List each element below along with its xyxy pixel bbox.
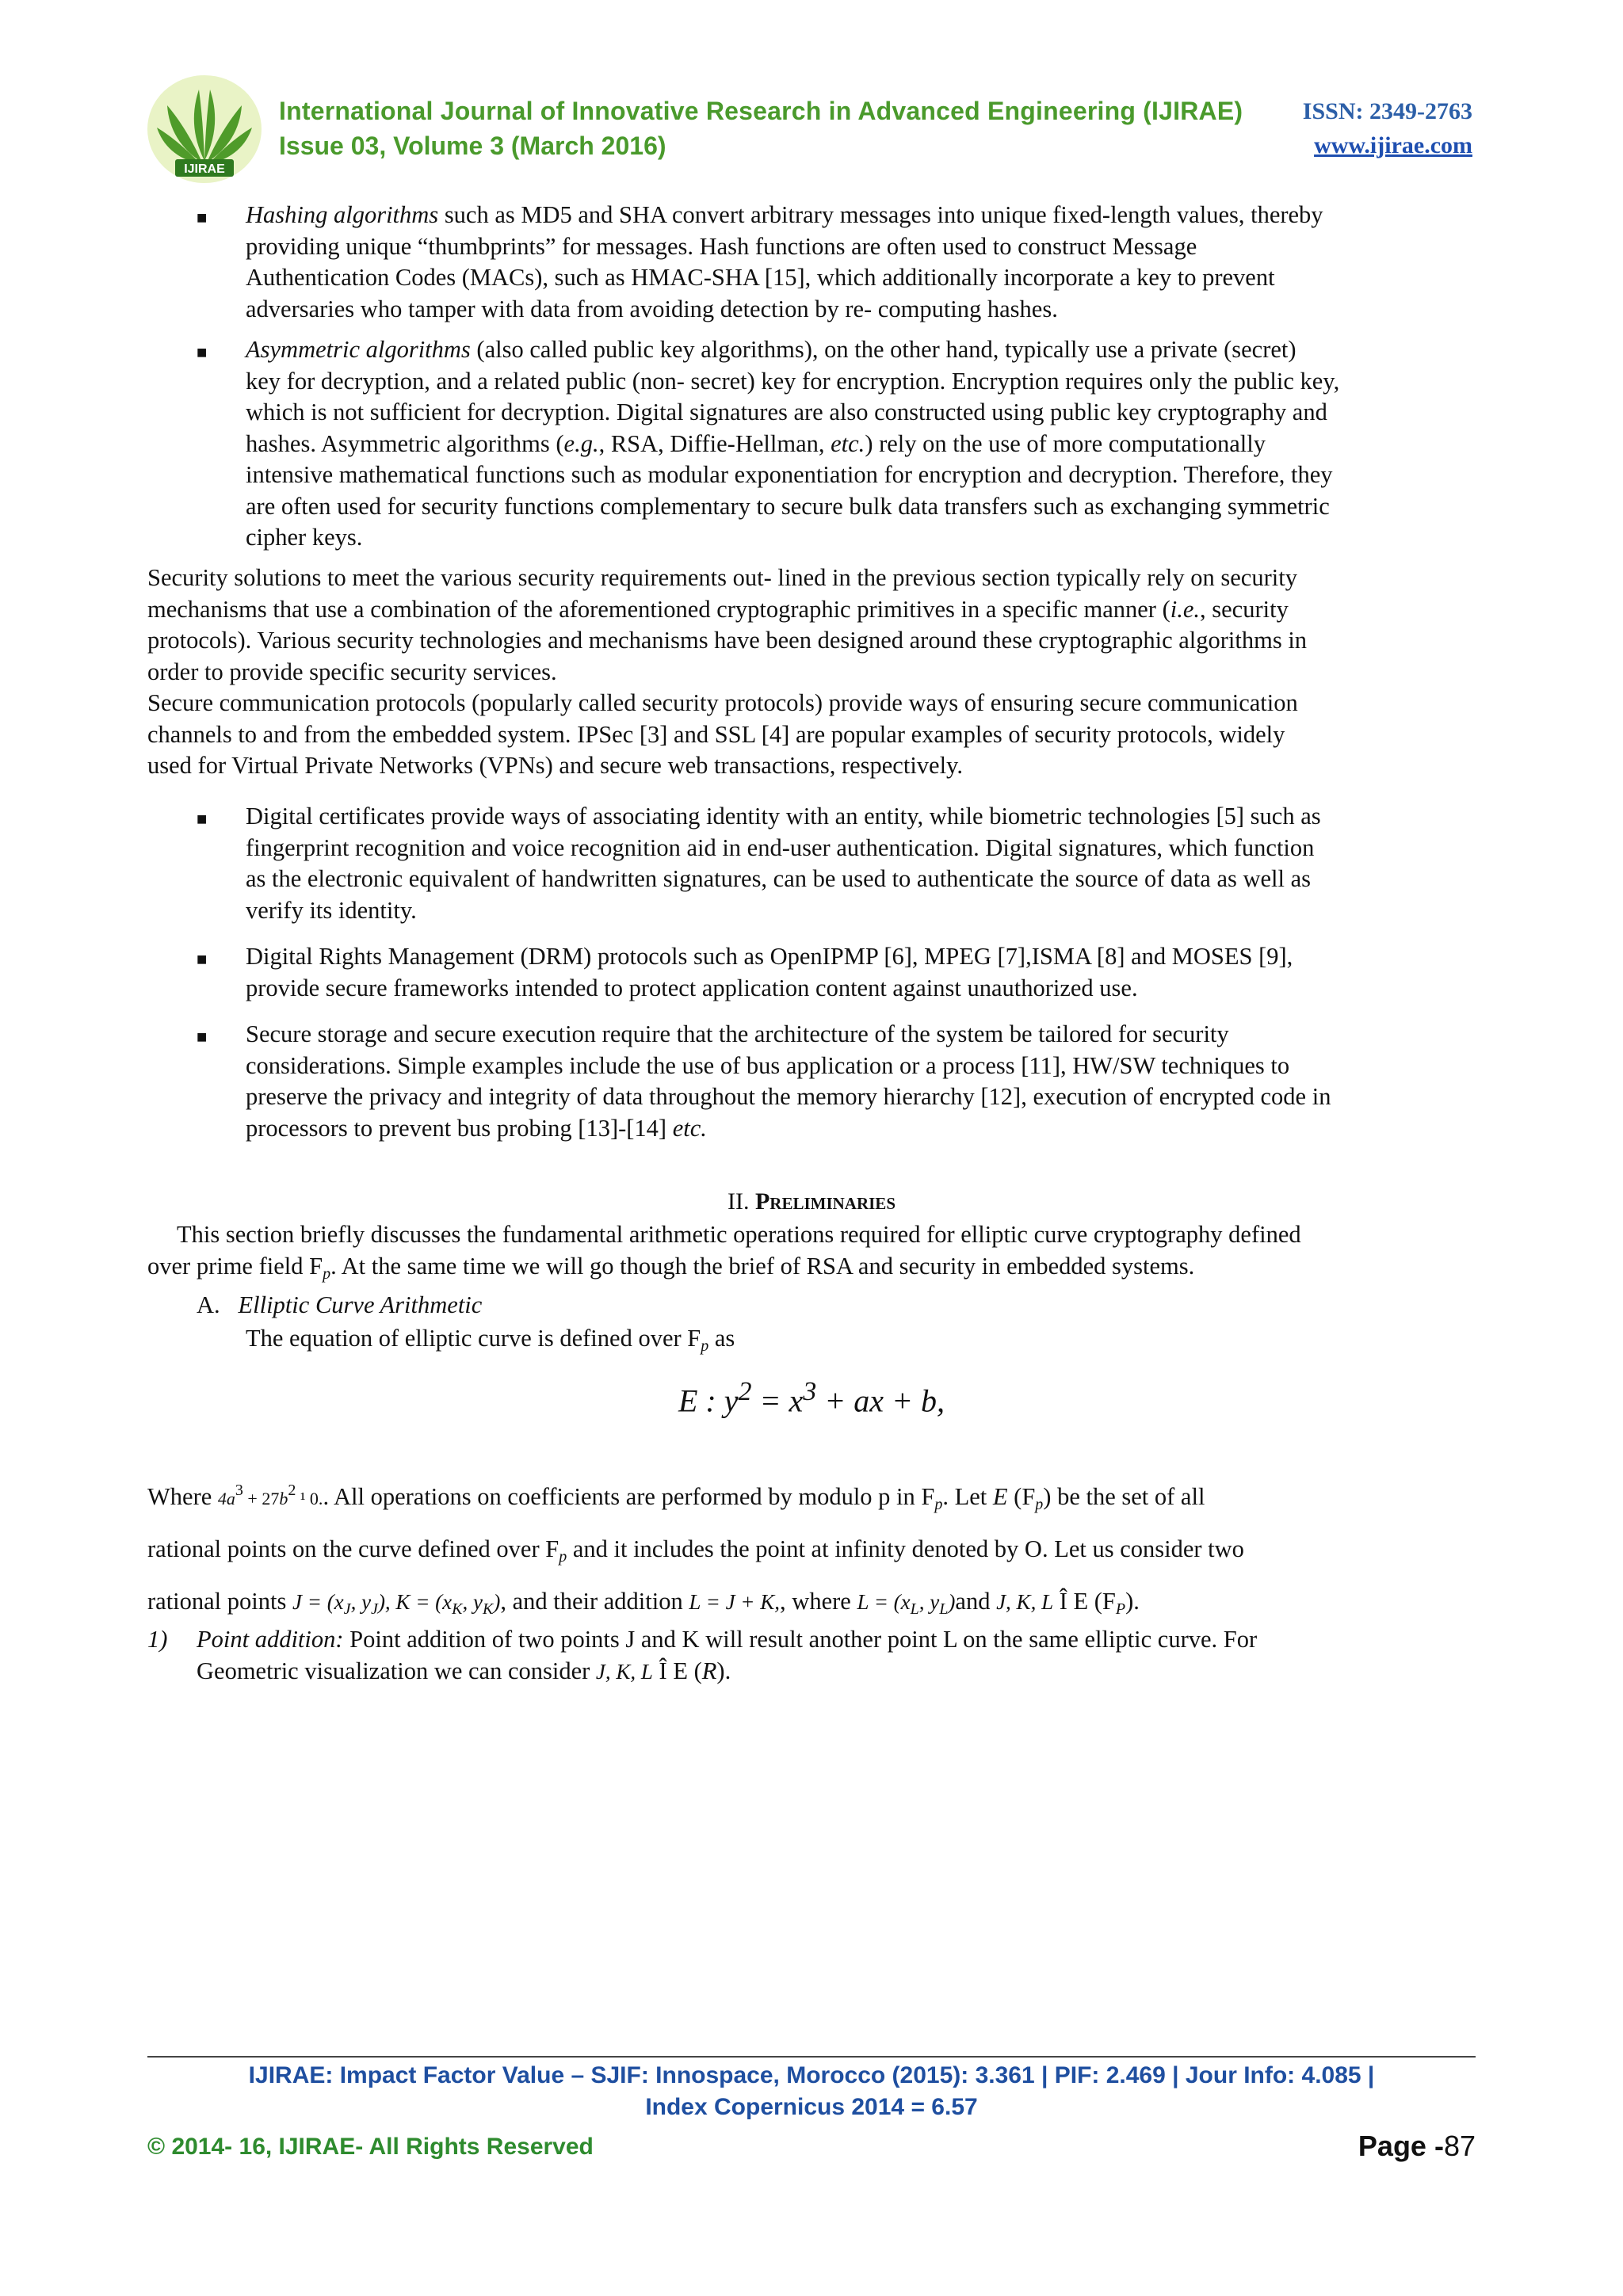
point-addition-number: 1) [147, 1626, 168, 1653]
website-link[interactable]: www.ijirae.com [1314, 132, 1472, 158]
logo-text: IJIRAE [184, 162, 225, 176]
page-number: Page -87 [1358, 2130, 1476, 2162]
paragraph-where: Where $4a^3 + 27b^2$ ¹ 0.. All operations on coefficients are performed by modulo p in $F_p$. Let E $(F_p)$ be the set of all rational points on the curve defined over $F_p$ and it includes the point at infinity denoted by O. Let us consider two rational points $J = (x_J$, $y_J$), $K = (x_K$, $y_K$), and their addition L = J + K,, where $L = (x_L$, $y_L)and$ J, K, L Î E $(F_P)$. [147, 1482, 1244, 1618]
section-intro-line2: over prime field $F_p$. At the same time we will go though the brief of RSA and security in embedded systems. [147, 1253, 1195, 1283]
bullet-marker: ■ [197, 809, 208, 829]
copyright: © 2014- 16, IJIRAE- All Rights Reserved [147, 2134, 594, 2160]
bullet-hashing: Hashing algorithms such as MD5 and SHA convert arbitrary messages into unique fixed-length values, thereby providing unique “thumbprints” for messages. Hash functions are often used to construct Message Authentication Codes (MACs), such as HMAC-SHA [15], which additionally incorporate a key to prevent adversaries who tamper with data from avoiding detection by re- computing hashes. [246, 201, 1323, 322]
section-heading: II. Preliminaries [727, 1188, 896, 1215]
bullet-marker: ■ [197, 1027, 208, 1047]
bullet-drm: Digital Rights Management (DRM) protocols such as OpenIPMP [6], MPEG [7],ISMA [8] and MOSES [9], provide secure frameworks intended to protect application content against unauthorized use. [246, 943, 1293, 1001]
bullet-marker: ■ [197, 208, 208, 227]
term-hashing: Hashing algorithms [246, 201, 439, 228]
footer-divider [147, 2056, 1476, 2058]
subsection-heading: A. Elliptic Curve Arithmetic [197, 1291, 483, 1318]
paragraph-security-solutions: Security solutions to meet the various security requirements out- lined in the previous section typically rely on security mechanisms that use a combination of the aforementioned cryptographic primitives in a specific manner (i.e., security protocols). Various security technologies and mechanisms have been designed around these cryptographic algorithms in order to provide specific security services. [147, 564, 1308, 685]
footer-index-copernicus: Index Copernicus 2014 = 6.57 [645, 2094, 978, 2120]
footer-impact-factor: IJIRAE: Impact Factor Value – SJIF: Innospace, Morocco (2015): 3.361 | PIF: 2.469 | Jour Info: 4.085 | [248, 2062, 1375, 2088]
journal-issue: Issue 03, Volume 3 (March 2016) [279, 132, 666, 160]
bullet-asymmetric: Asymmetric algorithms (also called public key algorithms), on the other hand, typically use a private (secret) key for decryption, and a related public (non- secret) key for encryption. Encryption requires only the public key, which is not sufficient for decryption. Digital signatures are also constructed using public key cryptography and hashes. Asymmetric algorithms (e.g., RSA, Diffie-Hellman, etc.) rely on the use of more computationally intensive mathematical functions such as modular exponentiation for encryption and decryption. Therefore, they are often used for security functions complementary to secure bulk data transfers such as exchanging symmetric cipher keys. [246, 336, 1340, 551]
bullet-marker: ■ [197, 949, 208, 969]
bullet-marker: ■ [197, 342, 208, 362]
journal-logo [145, 74, 264, 185]
issn: ISSN: 2349-2763 [1302, 98, 1472, 124]
term-asymmetric: Asymmetric algorithms [246, 336, 471, 363]
journal-title: International Journal of Innovative Research in Advanced Engineering (IJIRAE) [279, 97, 1243, 125]
section-intro: This section briefly discusses the fundamental arithmetic operations required for elliptic curve cryptography defined [177, 1221, 1301, 1248]
bullet-secure-storage: Secure storage and secure execution require that the architecture of the system be tailored for security considerations. Simple examples include the use of bus application or a process [11], HW/SW techniques to preserve the privacy and integrity of data throughout the memory hierarchy [12], execution of encrypted code in processors to prevent bus probing [13]-[14] etc. [246, 1020, 1331, 1142]
point-addition: Point addition: Point addition of two points J and K will result another point L on the same elliptic curve. For Geometric visualization we can consider J, K, L Î E (R). [197, 1626, 1258, 1684]
elliptic-curve-equation: E : $y^2 = x^3$ + ax + b, [678, 1377, 945, 1419]
bullet-digital-certificates: Digital certificates provide ways of associating identity with an entity, while biometric technologies [5] such as fingerprint recognition and voice recognition aid in end-user authentication. Digital signatures, which function as the electronic equivalent of handwritten signatures, can be used to authenticate the source of data as well as verify its identity. [246, 803, 1321, 924]
paragraph-secure-protocols: Secure communication protocols (popularly called security protocols) provide ways of ensuring secure communication channels to and from the embedded system. IPSec [3] and SSL [4] are popular examples of security protocols, widely used for Virtual Private Networks (VPNs) and secure web transactions, respectively. [147, 689, 1298, 779]
equation-intro: The equation of elliptic curve is defined over $F_p$ as [246, 1325, 735, 1355]
